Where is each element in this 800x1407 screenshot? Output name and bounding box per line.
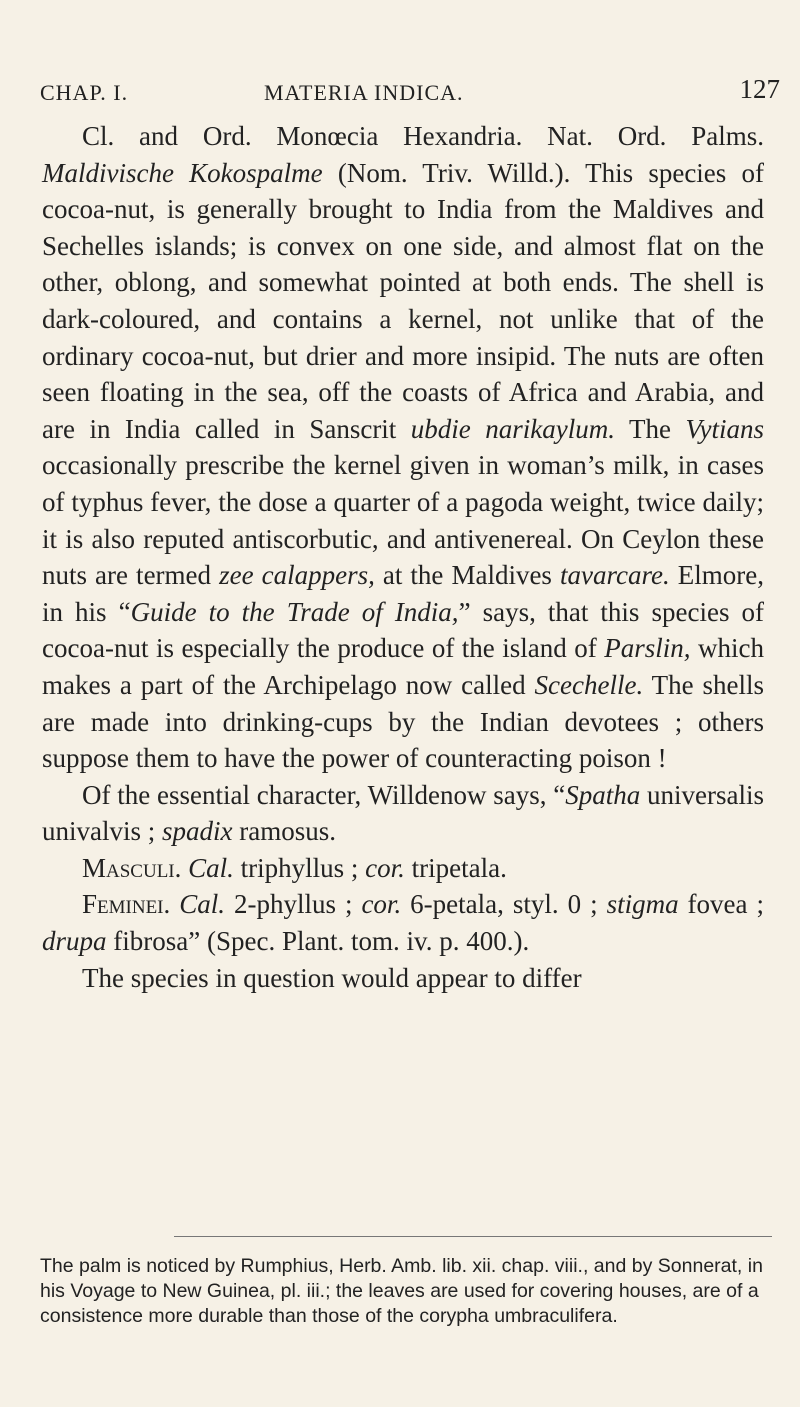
text-span: fovea ; xyxy=(678,889,764,920)
italic-span: Guide to the Trade of India, xyxy=(130,596,459,627)
small-caps-span: Feminei. xyxy=(82,889,171,920)
text-span xyxy=(170,889,179,919)
text-span: ramosus. xyxy=(232,816,336,847)
text-span: The shells are made into drinking-cups by the Indian devotees ; others suppose them to have the power of counteracting poison ! xyxy=(42,669,764,774)
running-title: MATERIA INDICA. xyxy=(264,80,464,105)
italic-span: cor. xyxy=(365,852,405,883)
small-caps-span: Masculi. xyxy=(82,852,182,883)
paragraph-feminei xyxy=(42,886,764,959)
italic-span: Cal. xyxy=(179,889,225,920)
text-span: fibrosa” (Spec. Plant. tom. iv. p. 400.). xyxy=(106,926,530,957)
italic-span: Vytians xyxy=(685,413,764,444)
text-span: tripetala. xyxy=(404,852,507,883)
italic-span: ubdie narikaylum. xyxy=(410,413,615,444)
italic-span: Parslin, xyxy=(604,633,691,664)
text-span: occasionally prescribe the kernel given in woman’s milk, in cases of typhus fever, the dose a quarter of a pagoda weight, twice daily; it is also reputed antiscorbutic, and antivenereal. On Ceylon these nuts are termed xyxy=(42,450,764,591)
text-span: ” says, that this species of cocoa-nut is especially the produce of the island of xyxy=(42,596,764,664)
text-span: Of the essential character, Willdenow says, “ xyxy=(82,779,566,810)
italic-span: tavarcare. xyxy=(560,560,670,591)
text-span: triphyllus ; xyxy=(233,852,366,883)
italic-span: drupa xyxy=(42,926,107,957)
text-span: 2-phyllus ; xyxy=(225,889,362,920)
paragraph-continuation: The species in question would appear to differ xyxy=(82,962,582,993)
text-span: 6-petala, styl. 0 ; xyxy=(401,889,607,920)
italic-span: zee calappers, xyxy=(219,560,375,591)
text-span: (Nom. Triv. Willd.). This species of cocoa-nut, is generally brought to India from the Maldives and Sechelles islands; is convex on one side, and almost flat on the other, oblong, and somewhat pointed at both ends. The shell is dark-coloured, and contains a kernel, not unlike that of the ordinary cocoa-nut, but drier and more insipid. The nuts are often seen floating in the sea, off the coasts of Africa and Arabia, and are in India called in Sanscrit xyxy=(42,157,764,444)
text-span: which makes a part of the Archipelago now called xyxy=(42,633,765,700)
text-span: The xyxy=(615,413,686,444)
italic-span: Scechelle. xyxy=(534,669,644,700)
italic-span: Cal. xyxy=(188,852,234,883)
footnote-text: The palm is noticed by Rumphius, Herb. Amb. lib. xii. chap. viii., and by Sonnerat, in his Voyage to New Guinea, pl. iii.; the leaves are used for covering houses, are of a consistence more durable than those of the corypha umbraculifera. xyxy=(40,1255,763,1327)
paragraph-masculi xyxy=(42,850,764,887)
text-span: Cl. and Ord. Monœcia Hexandria. Nat. Ord. Palms. xyxy=(82,121,764,151)
italic-span: stigma xyxy=(606,889,679,920)
text-span: Elmore, in his “ xyxy=(42,560,764,627)
italic-span: cor. xyxy=(361,889,402,920)
chapter-label: CHAP. I. xyxy=(40,80,129,105)
paragraph-essential-character xyxy=(42,777,764,850)
running-header xyxy=(40,74,780,110)
text-span: at the Maldives xyxy=(374,560,560,591)
page-number: 127 xyxy=(739,74,780,104)
italic-span: spadix xyxy=(162,816,233,847)
italic-span: Maldivische Kokospalme xyxy=(42,157,323,188)
text-span: universalis univalvis ; xyxy=(42,779,764,847)
paragraph-description xyxy=(42,118,764,777)
footnote xyxy=(40,1254,780,1329)
italic-span: Spatha xyxy=(565,779,641,810)
main-text xyxy=(42,118,764,996)
footnote-divider xyxy=(174,1236,772,1237)
